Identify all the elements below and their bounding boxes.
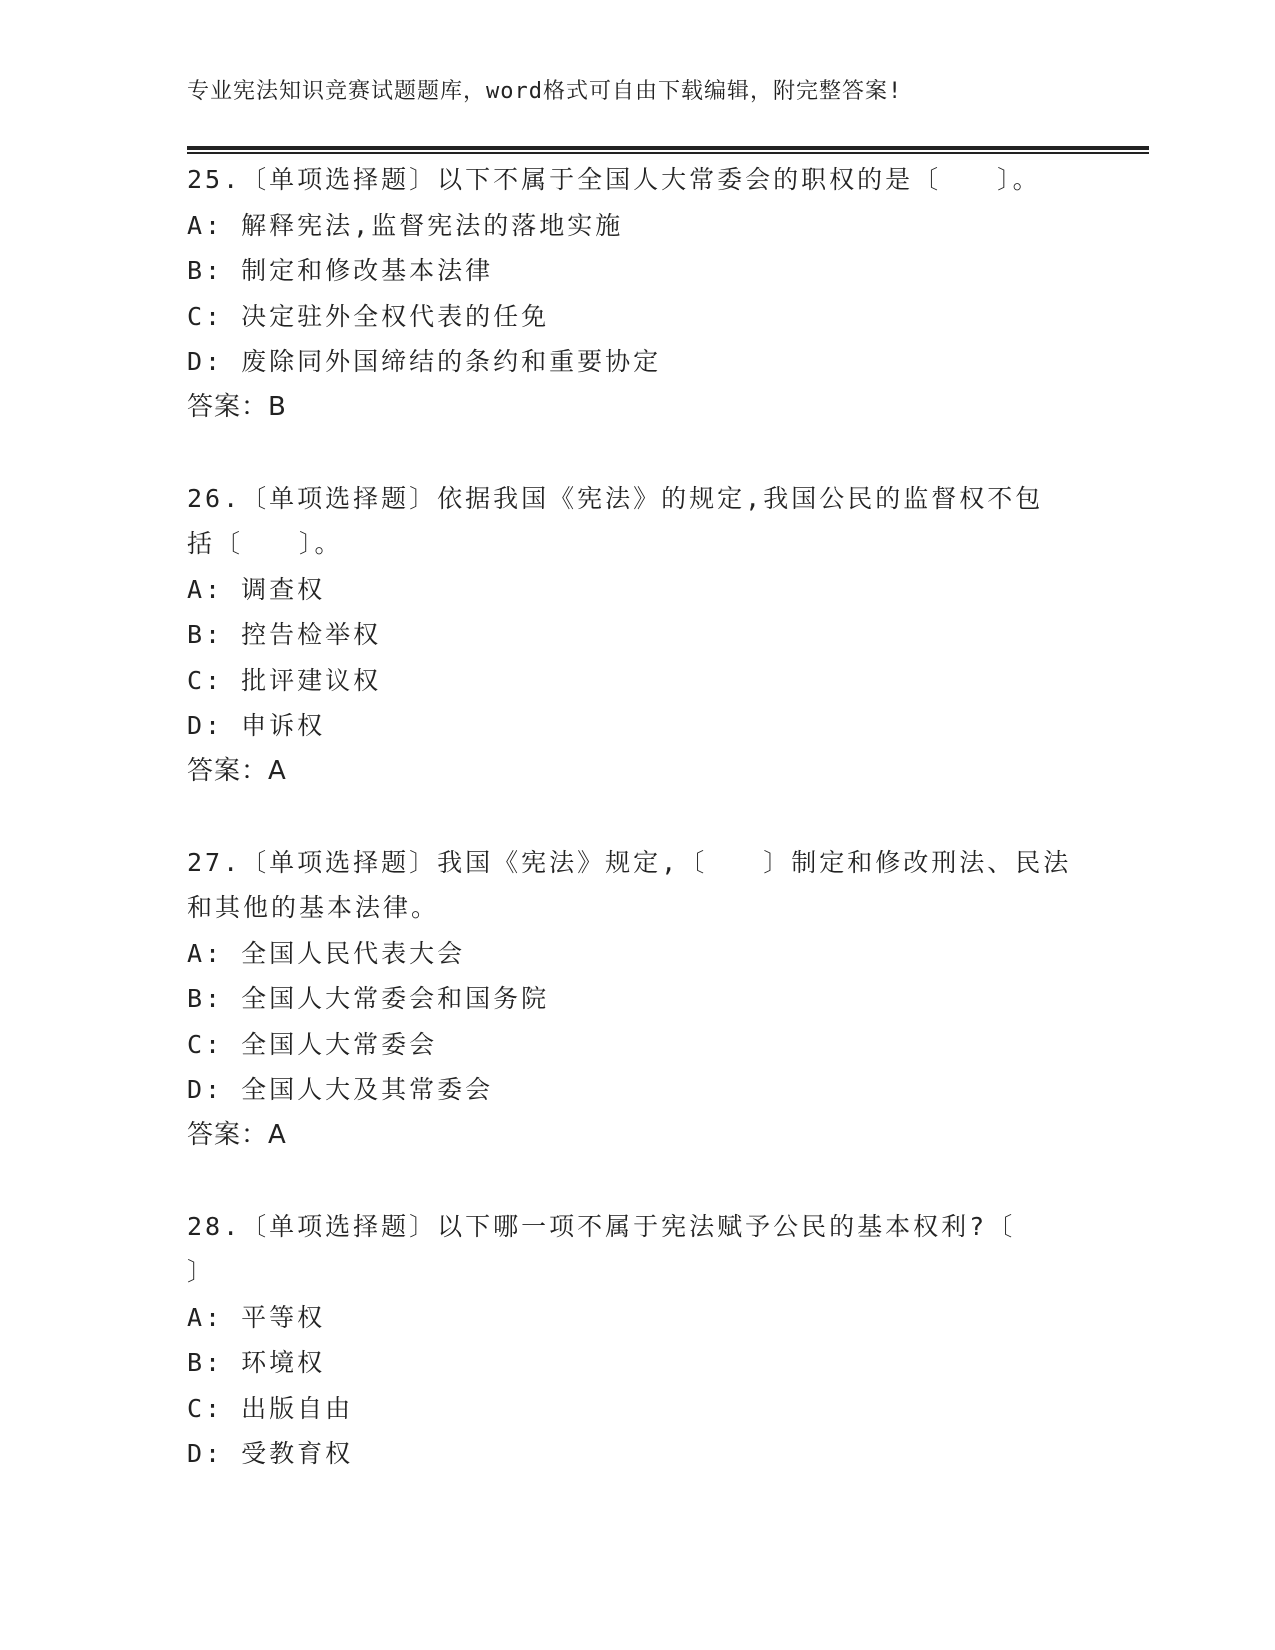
question-spacer <box>187 794 1087 840</box>
option-a: A: 平等权 <box>187 1302 326 1332</box>
option-c: C: 全国人大常委会 <box>187 1029 438 1059</box>
answer-text: 答案：A <box>187 755 287 786</box>
option-c: C: 出版自由 <box>187 1393 354 1423</box>
option-b: B: 制定和修改基本法律 <box>187 256 494 285</box>
option-d: D: 全国人大及其常委会 <box>187 1075 494 1104</box>
option-d: D: 受教育权 <box>187 1439 354 1468</box>
question-list <box>187 157 1087 1477</box>
answer-text: 答案：A <box>187 1119 287 1150</box>
question-title: 25.〔单项选择题〕以下不属于全国人大常委会的职权的是〔 〕。 <box>187 165 1041 194</box>
option-c: C: 批评建议权 <box>187 665 382 695</box>
question-25 <box>187 157 1087 430</box>
header-divider-thick <box>187 146 1149 150</box>
option-d: D: 申诉权 <box>187 711 326 740</box>
question-title-line-1: 26.〔单项选择题〕依据我国《宪法》的规定,我国公民的监督权不包 <box>187 483 1044 513</box>
question-26 <box>187 476 1087 795</box>
question-title-line-2: 和其他的基本法律。 <box>187 893 440 922</box>
option-a: A: 调查权 <box>187 574 326 604</box>
page-header: 专业宪法知识竞赛试题题库，word格式可自由下载编辑，附完整答案! <box>187 79 903 104</box>
question-title-line-1: 27.〔单项选择题〕我国《宪法》规定,〔 〕制定和修改刑法、民法 <box>187 847 1072 877</box>
option-b: B: 环境权 <box>187 1348 326 1377</box>
option-a: A: 全国人民代表大会 <box>187 938 466 968</box>
question-spacer <box>187 430 1087 476</box>
header-divider-thin <box>187 152 1149 154</box>
question-spacer <box>187 1158 1087 1204</box>
option-b: B: 全国人大常委会和国务院 <box>187 984 550 1013</box>
option-a: A: 解释宪法,监督宪法的落地实施 <box>187 210 624 240</box>
option-d: D: 废除同外国缔结的条约和重要协定 <box>187 347 662 376</box>
question-title-line-2: 括〔 〕。 <box>187 529 343 558</box>
option-b: B: 控告检举权 <box>187 620 382 649</box>
question-27 <box>187 840 1087 1159</box>
question-title-line-1: 28.〔单项选择题〕以下哪一项不属于宪法赋予公民的基本权利?〔 <box>187 1211 1016 1241</box>
option-c: C: 决定驻外全权代表的任免 <box>187 301 550 331</box>
answer-text: 答案：B <box>187 391 287 422</box>
question-28 <box>187 1204 1087 1477</box>
question-title-line-2: 〕 <box>187 1257 216 1286</box>
